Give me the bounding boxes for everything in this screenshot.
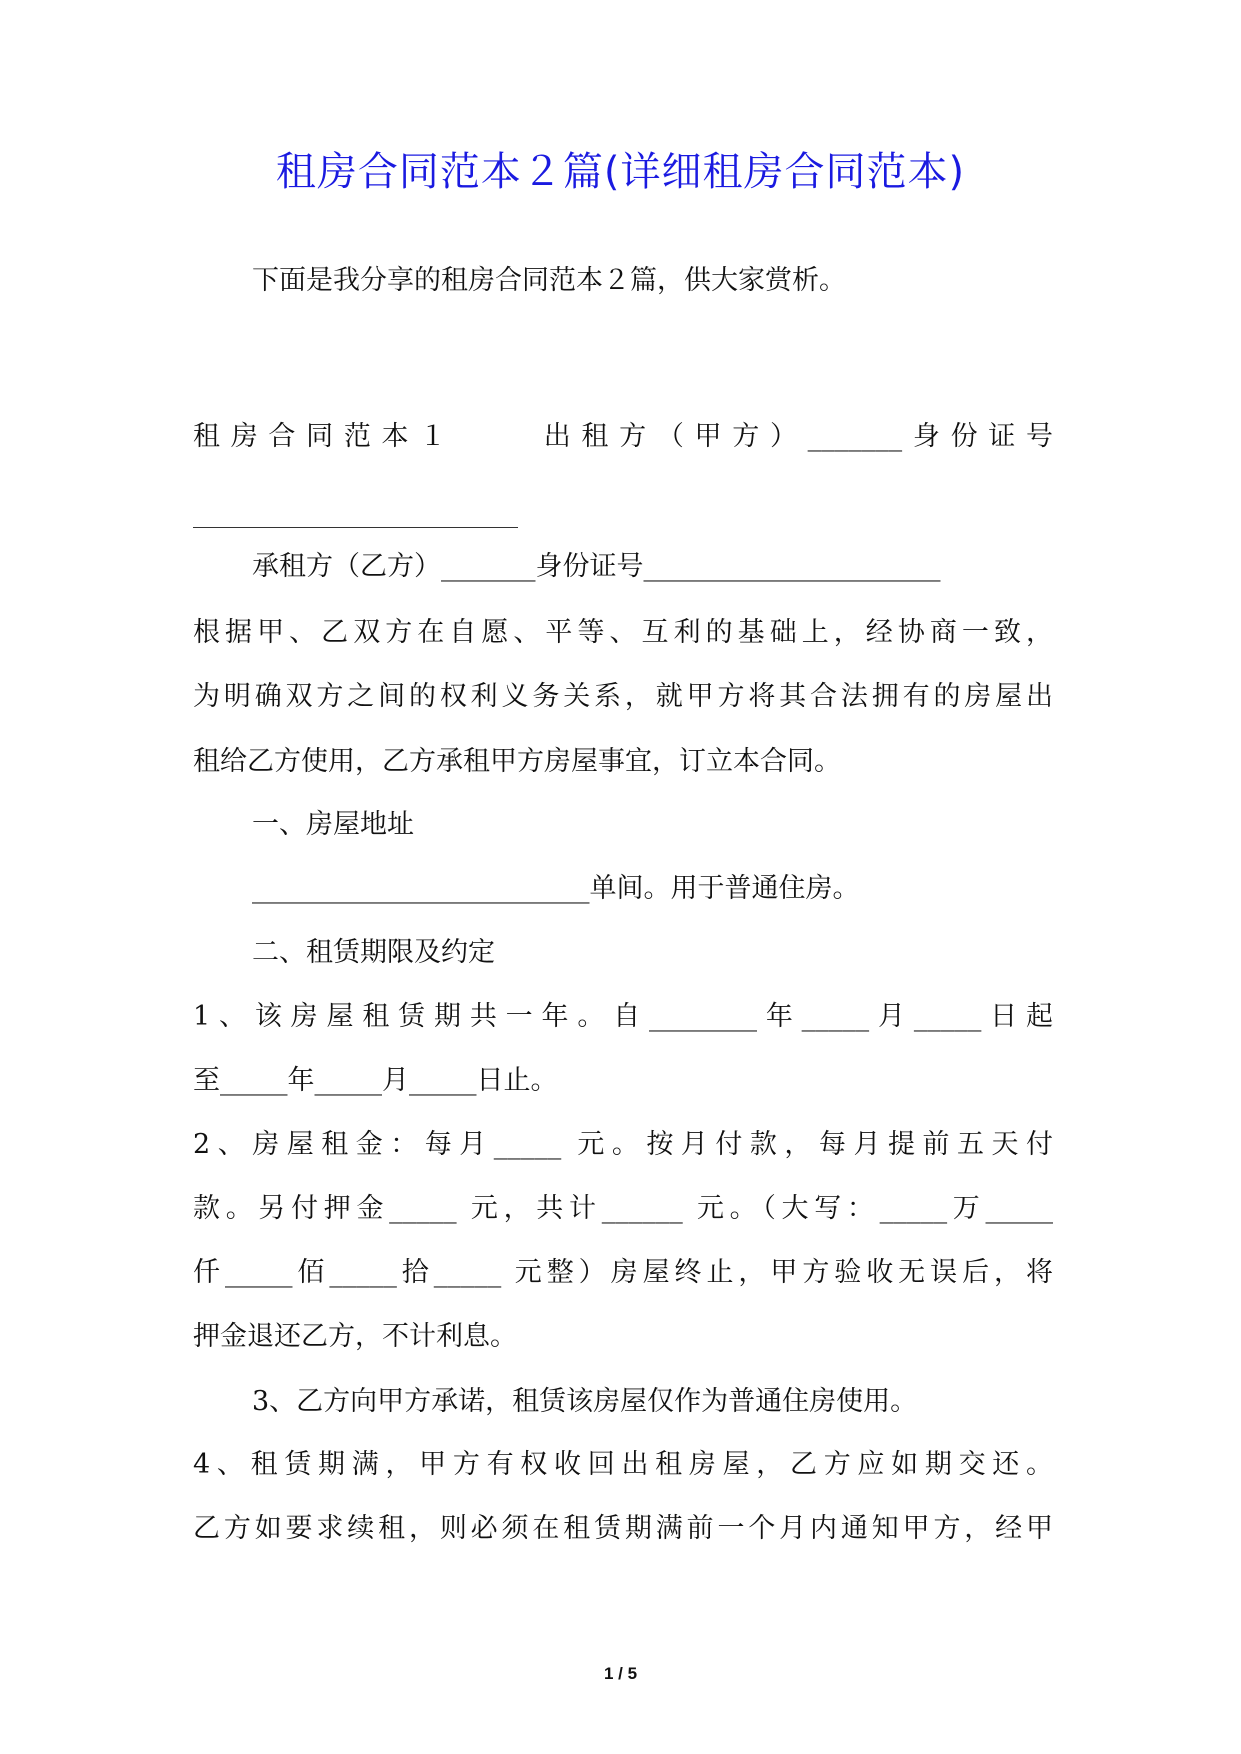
page-number: 1 / 5	[603, 1664, 638, 1683]
basis-paragraph-line-1: 根据甲、乙双方在自愿、平等、互利的基础上，经协商一致，	[193, 617, 1053, 648]
item-2-line-1: 2、房屋租金：每月_____ 元。按月付款，每月提前五天付	[193, 1129, 1053, 1160]
item-1-line-1: 1、该房屋租赁期共一年。自________年_____月_____日起	[193, 1001, 1053, 1032]
lessee-line: 承租方（乙方）_______身份证号______________________	[252, 551, 941, 582]
basis-paragraph-line-3: 租给乙方使用，乙方承租甲方房屋事宜，订立本合同。	[193, 746, 841, 777]
basis-paragraph-line-2: 为明确双方之间的权利义务关系，就甲方将其合法拥有的房屋出	[193, 681, 1053, 712]
intro-paragraph: 下面是我分享的租房合同范本２篇，供大家赏析。	[252, 265, 846, 296]
item-3: 3、乙方向甲方承诺，租赁该房屋仅作为普通住房使用。	[252, 1386, 918, 1417]
section-2-heading: 二、租赁期限及约定	[252, 937, 495, 968]
contract-heading-line	[193, 420, 1053, 454]
item-4-line-1: 4、租赁期满，甲方有权收回出租房屋，乙方应如期交还。	[193, 1449, 1053, 1480]
contract-heading: 租房合同范本１	[193, 421, 457, 452]
item-2-line-3: 仟_____佰_____拾_____ 元整）房屋终止，甲方验收无误后，将	[193, 1257, 1053, 1288]
item-1-line-2: 至_____年_____月_____日止。	[193, 1065, 558, 1096]
item-2-line-2: 款。另付押金_____ 元，共计______ 元。（大写：_____万_____	[193, 1193, 1053, 1224]
lessor-id-underline	[193, 527, 518, 528]
item-2-line-4: 押金退还乙方，不计利息。	[193, 1321, 517, 1352]
document-title: 租房合同范本２篇(详细租房合同范本)	[275, 149, 966, 195]
lessor-line: 出租方（甲方）_______身份证号	[532, 421, 1054, 452]
section-1-address: _________________________单间。用于普通住房。	[252, 873, 860, 904]
section-1-heading: 一、房屋地址	[252, 809, 414, 840]
item-4-line-2: 乙方如要求续租，则必须在租赁期满前一个月内通知甲方，经甲	[193, 1513, 1053, 1544]
